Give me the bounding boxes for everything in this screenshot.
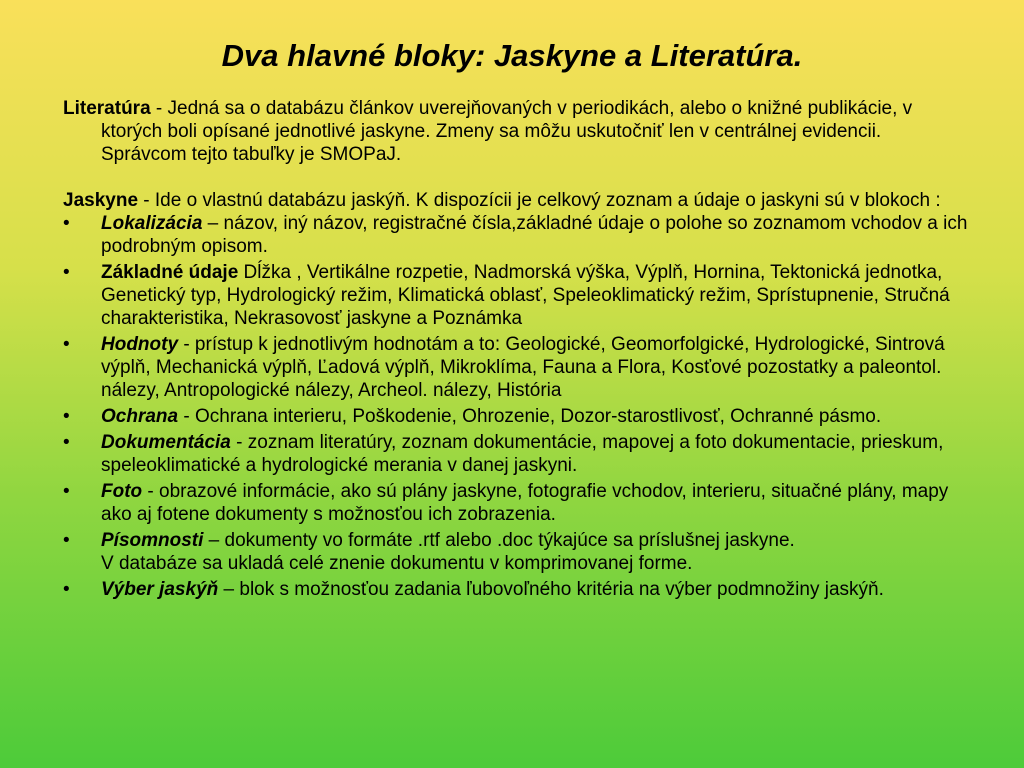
list-item-hodnoty — [63, 333, 968, 402]
slide-content — [63, 97, 968, 604]
literatura-paragraph — [63, 97, 968, 166]
item-term: Ochrana — [101, 406, 179, 427]
jaskyne-term: Jaskyne — [63, 190, 139, 211]
item-text: – blok s možnosťou zadania ľubovoľného kritéria na výber podmnožiny jaskýň. — [218, 579, 884, 600]
bullet-icon: • — [63, 334, 70, 355]
bullet-icon: • — [63, 481, 70, 502]
list-item-pisomnosti — [63, 529, 968, 575]
list-item-zakladne-udaje — [63, 261, 968, 330]
paragraph-spacer — [63, 166, 968, 189]
item-term: Výber jaskýň — [101, 579, 219, 600]
literatura-text: - Jedná sa o databázu článkov uverejňovaných v periodikách, alebo o knižné publikácie, v ktorých boli opísané jednotlivé jaskyne. Zmeny sa môžu uskutočniť len v centrálnej evidencii. Správcom tejto tabuľky je SMOPaJ. — [101, 98, 913, 165]
bullet-icon: • — [63, 213, 70, 234]
item-text-second-line: V databáze sa ukladá celé znenie dokumentu v komprimovanej forme. — [101, 553, 693, 574]
item-text: - prístup k jednotlivým hodnotám a to: Geologické, Geomorfolgické, Hydrologické, Sintrová výplň, Mechanická výplň, Ľadová výplň, Mikroklíma, Fauna a Flora, Kosťové pozostatky a paleontol. nálezy, Antropologické nálezy, Archeol. nálezy, História — [101, 334, 945, 401]
bullet-icon: • — [63, 530, 70, 551]
bullet-icon: • — [63, 579, 70, 600]
item-text: - zoznam literatúry, zoznam dokumentácie, mapovej a foto dokumentacie, prieskum, speleoklimatické a hydrologické merania v danej jaskyni. — [101, 432, 944, 476]
item-term: Písomnosti — [101, 530, 204, 551]
bullet-icon: • — [63, 406, 70, 427]
list-item-dokumentacia — [63, 431, 968, 477]
item-term: Foto — [101, 481, 143, 502]
literatura-term: Literatúra — [63, 98, 151, 119]
item-term: Lokalizácia — [101, 213, 203, 234]
list-item-foto — [63, 480, 968, 526]
item-text: - obrazové informácie, ako sú plány jaskyne, fotografie vchodov, interieru, situačné plány, mapy ako aj fotene dokumenty s možnosťou ich zobrazenia. — [101, 481, 949, 525]
slide-title: Dva hlavné bloky: Jaskyne a Literatúra. — [221, 38, 803, 73]
item-text: - Ochrana interieru, Poškodenie, Ohrozenie, Dozor-starostlivosť, Ochranné pásmo. — [178, 406, 882, 427]
jaskyne-paragraph — [63, 189, 968, 212]
item-text: Dĺžka , Vertikálne rozpetie, Nadmorská výška, Výplň, Hornina, Tektonická jednotka, Genetický typ, Hydrologický režim, Klimatická oblasť, Speleoklimatický režim, Sprístupnenie, Stručná charakteristika, Nekrasovosť jaskyne a Poznámka — [101, 262, 950, 329]
block-list — [63, 212, 968, 601]
item-term: Základné údaje — [101, 262, 239, 283]
list-item-ochrana — [63, 405, 968, 428]
item-term: Dokumentácia — [101, 432, 231, 453]
jaskyne-text: - Ide o vlastnú databázu jaskýň. K dispozícii je celkový zoznam a údaje o jaskyni sú v blokoch : — [138, 190, 941, 211]
item-term: Hodnoty — [101, 334, 179, 355]
bullet-icon: • — [63, 432, 70, 453]
item-text: – dokumenty vo formáte .rtf alebo .doc týkajúce sa príslušnej jaskyne. — [203, 530, 795, 551]
item-text: – názov, iný názov, registračné čísla,základné údaje o polohe so zoznamom vchodov a ich podrobným opisom. — [101, 213, 968, 257]
list-item-vyber-jaskyn — [63, 578, 968, 601]
list-item-lokalizacia — [63, 212, 968, 258]
bullet-icon: • — [63, 262, 70, 283]
